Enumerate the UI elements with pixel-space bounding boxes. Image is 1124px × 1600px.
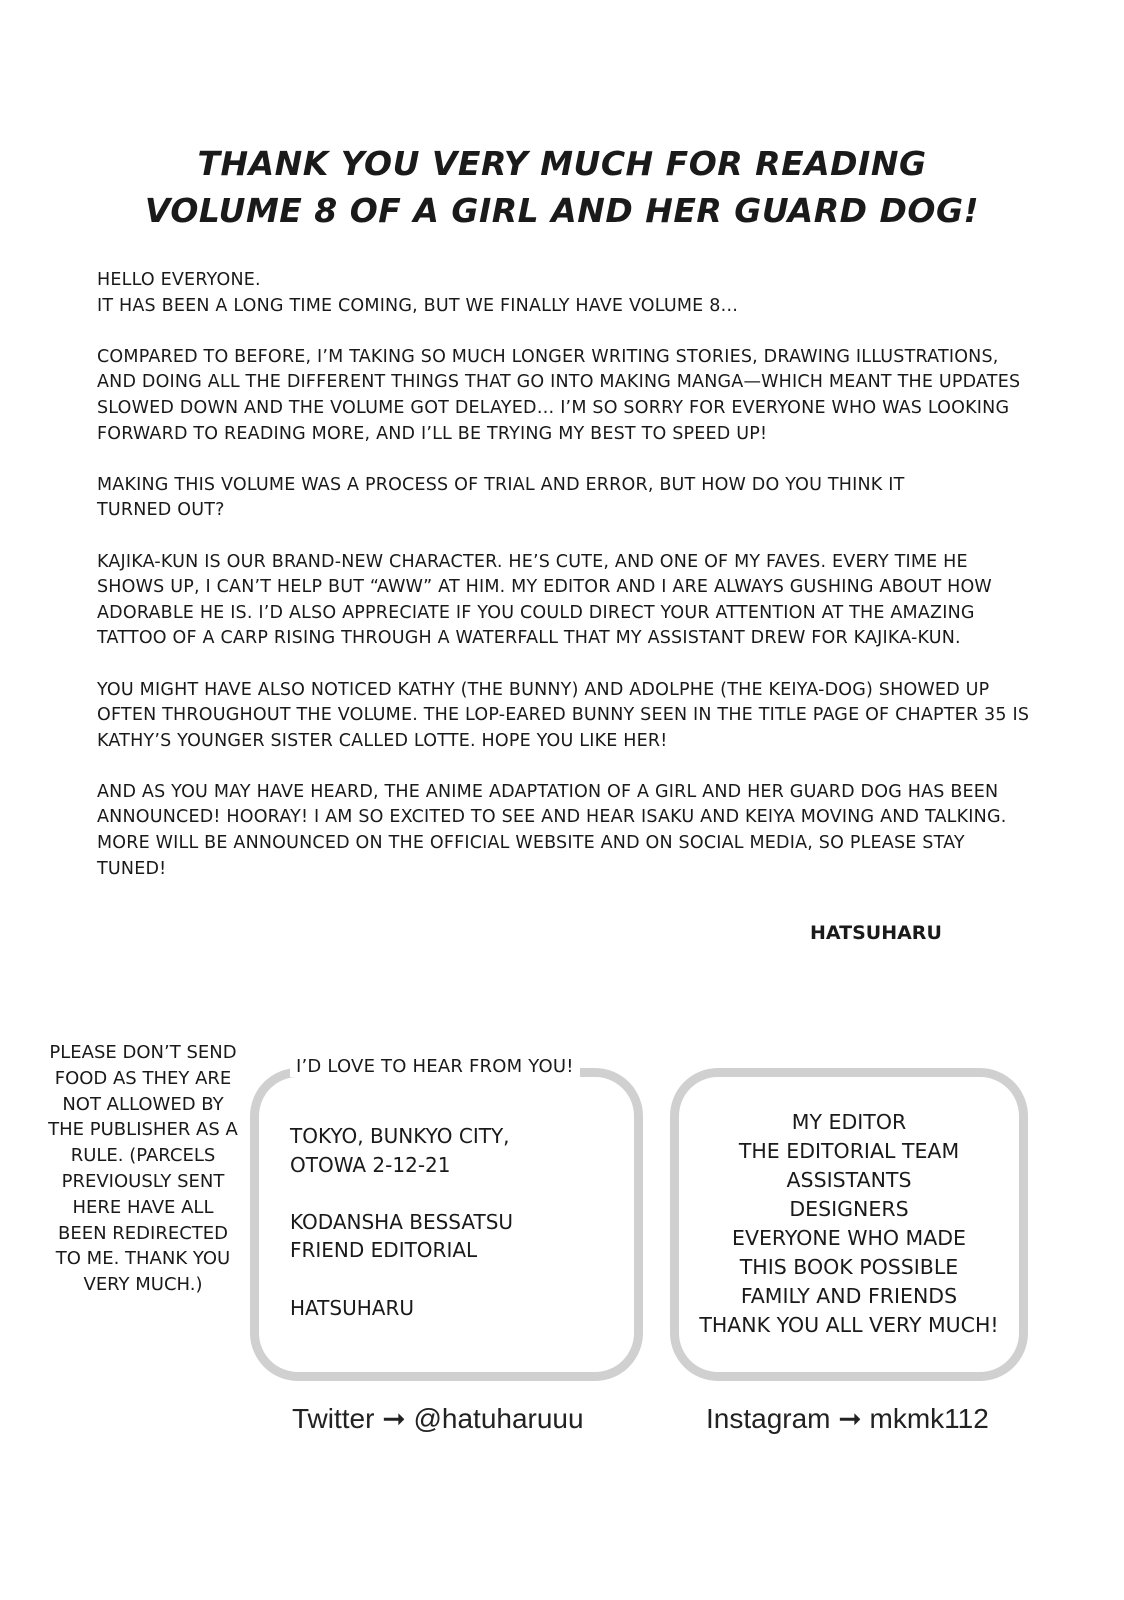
letter-paragraph-5: AND AS YOU MAY HAVE HEARD, THE ANIME ADAPTATION OF A GIRL AND HER GUARD DOG HAS BEEN ANNOUNCED! HOORAY! I AM SO EXCITED TO SEE AND HEAR ISAKU AND KEIYA MOVING AND TALKING. MORE WILL BE ANNOUNCED ON THE OFFICIAL WEBSITE AND ON SOCIAL MEDIA, SO PLEASE STAY TUNED! [97, 781, 1007, 879]
afterword-title [0, 140, 1124, 234]
letter-paragraph-2: MAKING THIS VOLUME WAS A PROCESS OF TRIAL AND ERROR, BUT HOW DO YOU THINK IT TURNED OUT? [97, 474, 905, 521]
thanks-line: DESIGNERS [789, 1197, 909, 1221]
author-signature: HATSUHARU [810, 922, 942, 944]
food-note: PLEASE DON’T SEND FOOD AS THEY ARE NOT ALLOWED BY THE PUBLISHER AS A RULE. (PARCELS PREVIOUSLY SENT HERE HAVE ALL BEEN REDIRECTED TO ME. THANK YOU VERY MUCH.) [48, 1042, 238, 1296]
title-line-1: THANK YOU VERY MUCH FOR READING [197, 144, 927, 183]
instagram-handle: Instagram ➞ mkmk112 [706, 1403, 989, 1434]
thanks-line: MY EDITOR [791, 1110, 907, 1134]
greeting-line-1: HELLO EVERYONE. [97, 270, 261, 290]
letter-paragraph-3: KAJIKA-KUN IS OUR BRAND-NEW CHARACTER. HE’S CUTE, AND ONE OF MY FAVES. EVERY TIME HE SHOWS UP, I CAN’T HELP BUT “AWW” AT HIM. MY EDITOR AND I ARE ALWAYS GUSHING ABOUT HOW ADORABLE HE IS. I’D ALSO APPRECIATE IF YOU COULD DIRECT YOUR ATTENTION AT THE AMAZING TATTOO OF A CARP RISING THROUGH A WATERFALL THAT MY ASSISTANT DREW FOR KAJIKA-KUN. [97, 551, 992, 649]
afterword-letter [97, 268, 1032, 908]
twitter-handle: Twitter ➞ @hatuharuuu [292, 1403, 584, 1434]
letter-paragraph-1: COMPARED TO BEFORE, I’M TAKING SO MUCH LONGER WRITING STORIES, DRAWING ILLUSTRATIONS, AND DOING ALL THE DIFFERENT THINGS THAT GO INTO MAKING MANGA—WHICH MEANT THE UPDATES SLOWED DOWN AND THE VOLUME GOT DELAYED… I’M SO SORRY FOR EVERYONE WHO WAS LOOKING FORWARD TO READING MORE, AND I’LL BE TRYING MY BEST TO SPEED UP! [97, 346, 1021, 444]
thanks-line: FAMILY AND FRIENDS [740, 1284, 958, 1308]
letter-paragraph-4: YOU MIGHT HAVE ALSO NOTICED KATHY (THE BUNNY) AND ADOLPHE (THE KEIYA-DOG) SHOWED UP OFTEN THROUGHOUT THE VOLUME. THE LOP-EARED BUNNY SEEN IN THE TITLE PAGE OF CHAPTER 35 IS KATHY’S YOUNGER SISTER CALLED LOTTE. HOPE YOU LIKE HER! [97, 679, 1030, 751]
mail-address [290, 1122, 620, 1322]
thanks-line: EVERYONE WHO MADE [732, 1226, 966, 1250]
title-line-2: VOLUME 8 OF A GIRL AND HER GUARD DOG! [144, 191, 980, 230]
thanks-line: THANK YOU ALL VERY MUCH! [699, 1313, 999, 1337]
address-line-1: TOKYO, BUNKYO CITY, [290, 1124, 510, 1148]
address-line-5: HATSUHARU [290, 1295, 414, 1320]
thanks-list [688, 1108, 1010, 1340]
letter-greeting [97, 268, 1032, 319]
thanks-line: THIS BOOK POSSIBLE [739, 1255, 959, 1279]
address-line-3: KODANSHA BESSATSU [290, 1209, 514, 1234]
address-line-2: OTOWA 2-12-21 [290, 1152, 451, 1177]
address-line-4: FRIEND EDITORIAL [290, 1238, 478, 1263]
thanks-line: ASSISTANTS [786, 1168, 912, 1192]
mail-box-label: I’D LOVE TO HEAR FROM YOU! [290, 1056, 580, 1077]
greeting-line-2: IT HAS BEEN A LONG TIME COMING, BUT WE FINALLY HAVE VOLUME 8… [97, 295, 739, 316]
thanks-line: THE EDITORIAL TEAM [738, 1139, 960, 1163]
